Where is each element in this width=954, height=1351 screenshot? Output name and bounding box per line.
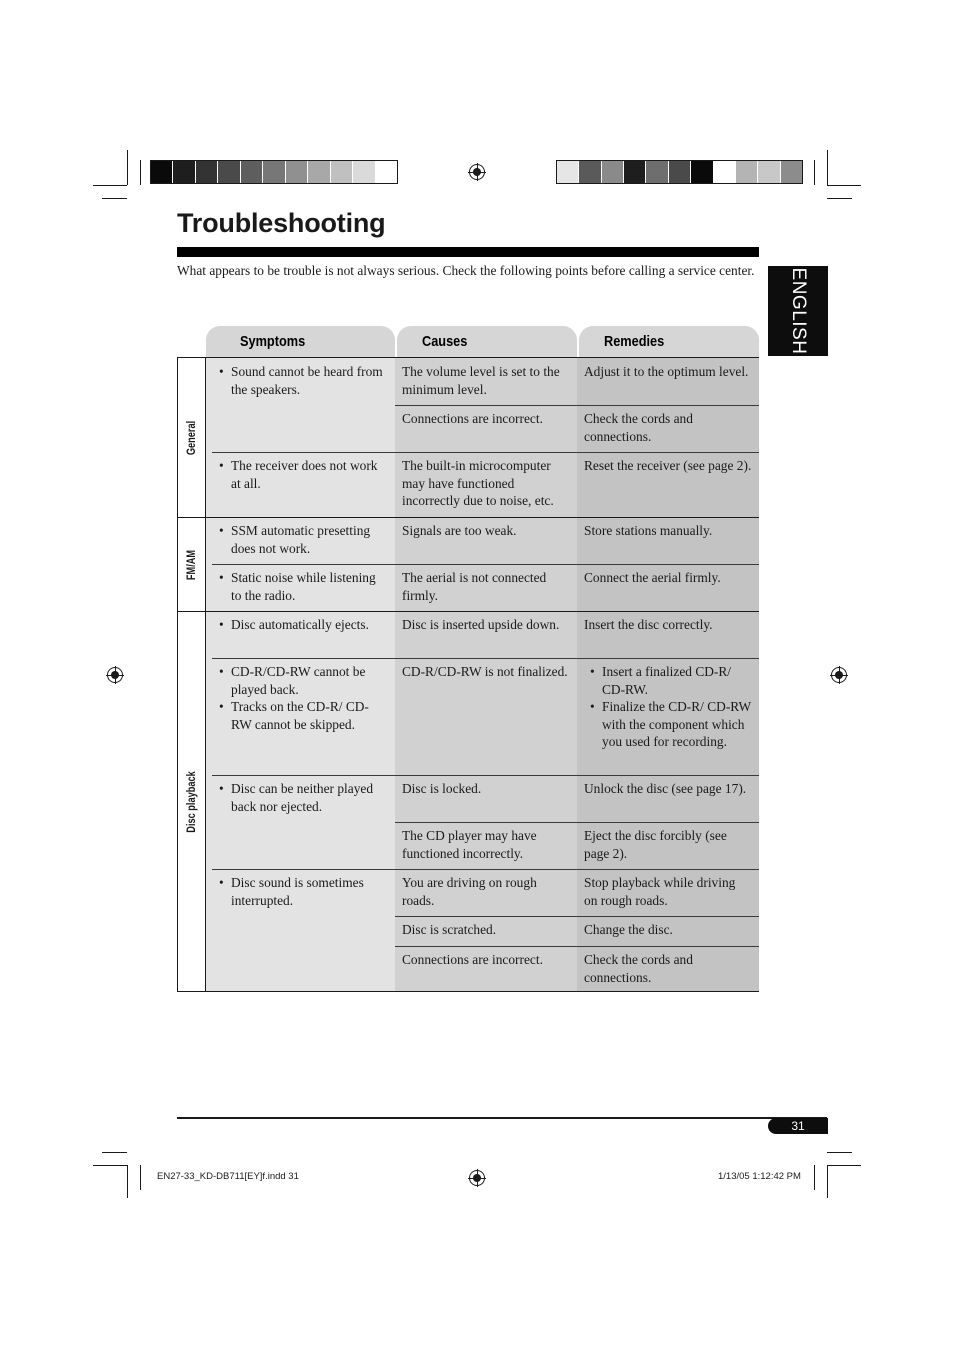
calibration-swatch — [376, 161, 397, 183]
remedy-cell — [577, 517, 759, 564]
remedy-cell — [577, 611, 759, 658]
symptom-cell — [206, 775, 395, 869]
category-separator — [177, 611, 759, 612]
calibration-swatch — [151, 161, 173, 183]
symptom-cell — [206, 517, 395, 564]
bullet-item: • SSM automatic presetting does not work. — [231, 522, 388, 557]
bullet-item: • Disc sound is sometimes interrupted. — [231, 874, 388, 909]
row-separator — [212, 869, 759, 870]
cell-text: Unlock the disc (see page 17). — [584, 781, 747, 796]
cause-cell — [395, 916, 577, 946]
bullet-item: • Disc can be neither played back nor ejected. — [231, 780, 388, 815]
remedy-cell — [577, 405, 759, 452]
symptom-cell — [206, 658, 395, 775]
cell-text: Insert the disc correctly. — [584, 617, 713, 632]
category-label: General — [185, 420, 198, 455]
cause-cell — [395, 358, 577, 405]
cause-cell — [395, 658, 577, 775]
calibration-swatch — [353, 161, 375, 183]
category-label-box — [177, 517, 206, 612]
cell-text: Reset the receiver (see page 2). — [584, 458, 752, 473]
calibration-swatch — [331, 161, 353, 183]
calibration-swatch — [241, 161, 263, 183]
calibration-swatch — [714, 161, 736, 183]
cause-cell — [395, 869, 577, 916]
page-number: 31 — [768, 1118, 828, 1134]
calibration-swatch — [691, 161, 713, 183]
calibration-swatch — [624, 161, 646, 183]
cause-cell — [395, 517, 577, 564]
cell-text: Check the cords and connections. — [584, 952, 693, 985]
bullet-item: • Sound cannot be heard from the speakers. — [231, 363, 388, 398]
table-bottom-rule — [177, 991, 759, 992]
header-remedies-label: Remedies — [604, 333, 665, 350]
calibration-swatch — [781, 161, 802, 183]
cell-text: The built-in microcomputer may have functioned incorrectly due to noise, etc. — [402, 458, 554, 508]
remedy-cell — [577, 564, 759, 611]
row-separator — [395, 405, 759, 406]
bullet-item: • Disc automatically ejects. — [231, 616, 388, 634]
registration-mark-icon — [107, 667, 123, 683]
cell-text: Adjust it to the optimum level. — [584, 364, 749, 379]
registration-mark-icon — [831, 667, 847, 683]
print-timestamp: 1/13/05 1:12:42 PM — [718, 1171, 801, 1182]
registration-mark-icon — [469, 164, 485, 180]
cell-text: Connections are incorrect. — [402, 411, 543, 426]
calibration-swatch — [602, 161, 624, 183]
category-label-box — [177, 357, 206, 518]
category-label: FM/AM — [185, 549, 198, 580]
calibration-swatch — [579, 161, 601, 183]
calibration-swatch — [196, 161, 218, 183]
bullet-item: • The receiver does not work at all. — [231, 457, 388, 492]
category-label-box — [177, 611, 206, 992]
row-separator — [212, 564, 759, 565]
cell-text: The aerial is not connected firmly. — [402, 570, 547, 603]
category-label: Disc playback — [185, 770, 198, 833]
cell-text: Signals are too weak. — [402, 523, 517, 538]
header-causes-label: Causes — [422, 333, 468, 350]
bullet-item: • Tracks on the CD-R/ CD-RW cannot be skipped. — [231, 698, 388, 733]
cell-text: Eject the disc forcibly (see page 2). — [584, 828, 727, 861]
row-separator — [212, 775, 759, 776]
cause-cell — [395, 775, 577, 822]
calibration-swatch — [557, 161, 579, 183]
footer-rule — [177, 1117, 827, 1119]
calibration-swatch — [669, 161, 691, 183]
cell-text: Check the cords and connections. — [584, 411, 693, 444]
cause-cell — [395, 946, 577, 991]
remedy-cell — [577, 658, 759, 775]
cell-text: Stop playback while driving on rough roads. — [584, 875, 736, 908]
row-separator — [395, 946, 759, 947]
row-separator — [212, 452, 759, 453]
calibration-swatch — [286, 161, 308, 183]
row-separator — [395, 822, 759, 823]
calibration-swatch — [218, 161, 240, 183]
page-title: Troubleshooting — [177, 208, 386, 238]
cell-text: The CD player may have functioned incorrectly. — [402, 828, 537, 861]
cause-cell — [395, 405, 577, 452]
cell-text: Store stations manually. — [584, 523, 713, 538]
remedy-cell — [577, 916, 759, 946]
calibration-swatch — [173, 161, 195, 183]
cell-text: Connections are incorrect. — [402, 952, 543, 967]
remedy-cell — [577, 822, 759, 869]
bullet-item: • Finalize the CD-R/ CD-RW with the component which you used for recording. — [602, 698, 752, 751]
language-tab — [768, 266, 828, 356]
calibration-swatch — [646, 161, 668, 183]
symptom-cell — [206, 611, 395, 658]
symptom-cell — [206, 564, 395, 611]
registration-mark-icon — [469, 1170, 485, 1186]
calibration-swatch — [736, 161, 758, 183]
calibration-swatch — [308, 161, 330, 183]
cell-text: Change the disc. — [584, 922, 673, 937]
cell-text: Connect the aerial firmly. — [584, 570, 721, 585]
bullet-item: • Insert a finalized CD-R/ CD-RW. — [602, 663, 752, 698]
title-rule — [177, 247, 759, 257]
row-separator — [212, 658, 759, 659]
header-remedies — [579, 326, 759, 358]
calibration-swatch — [758, 161, 780, 183]
calibration-swatch — [263, 161, 285, 183]
color-calibration-bar-left — [150, 160, 398, 184]
language-tab-label: ENGLISH — [788, 267, 809, 355]
file-slug: EN27-33_KD-DB711[EY]f.indd 31 — [157, 1171, 299, 1182]
cause-cell — [395, 611, 577, 658]
cell-text: Disc is inserted upside down. — [402, 617, 560, 632]
remedy-cell — [577, 358, 759, 405]
remedy-cell — [577, 946, 759, 991]
cause-cell — [395, 822, 577, 869]
symptom-cell — [206, 869, 395, 991]
remedy-cell — [577, 775, 759, 822]
color-calibration-bar-right — [556, 160, 803, 184]
cell-text: You are driving on rough roads. — [402, 875, 537, 908]
bullet-item: • Static noise while listening to the radio. — [231, 569, 388, 604]
cause-cell — [395, 452, 577, 517]
remedy-cell — [577, 869, 759, 916]
cell-text: The volume level is set to the minimum level. — [402, 364, 560, 397]
remedy-cell — [577, 452, 759, 517]
bullet-item: • CD-R/CD-RW cannot be played back. — [231, 663, 388, 698]
symptom-cell — [206, 358, 395, 452]
cell-text: CD-R/CD-RW is not finalized. — [402, 664, 568, 679]
cell-text: Disc is locked. — [402, 781, 482, 796]
row-separator — [395, 916, 759, 917]
header-causes — [397, 326, 577, 358]
category-separator — [177, 517, 759, 518]
intro-text: What appears to be trouble is not always serious. Check the following points before calling a service center. — [177, 263, 755, 278]
symptom-cell — [206, 452, 395, 517]
cell-text: Disc is scratched. — [402, 922, 497, 937]
header-symptoms-label: Symptoms — [240, 333, 306, 350]
header-symptoms — [206, 326, 395, 358]
cause-cell — [395, 564, 577, 611]
